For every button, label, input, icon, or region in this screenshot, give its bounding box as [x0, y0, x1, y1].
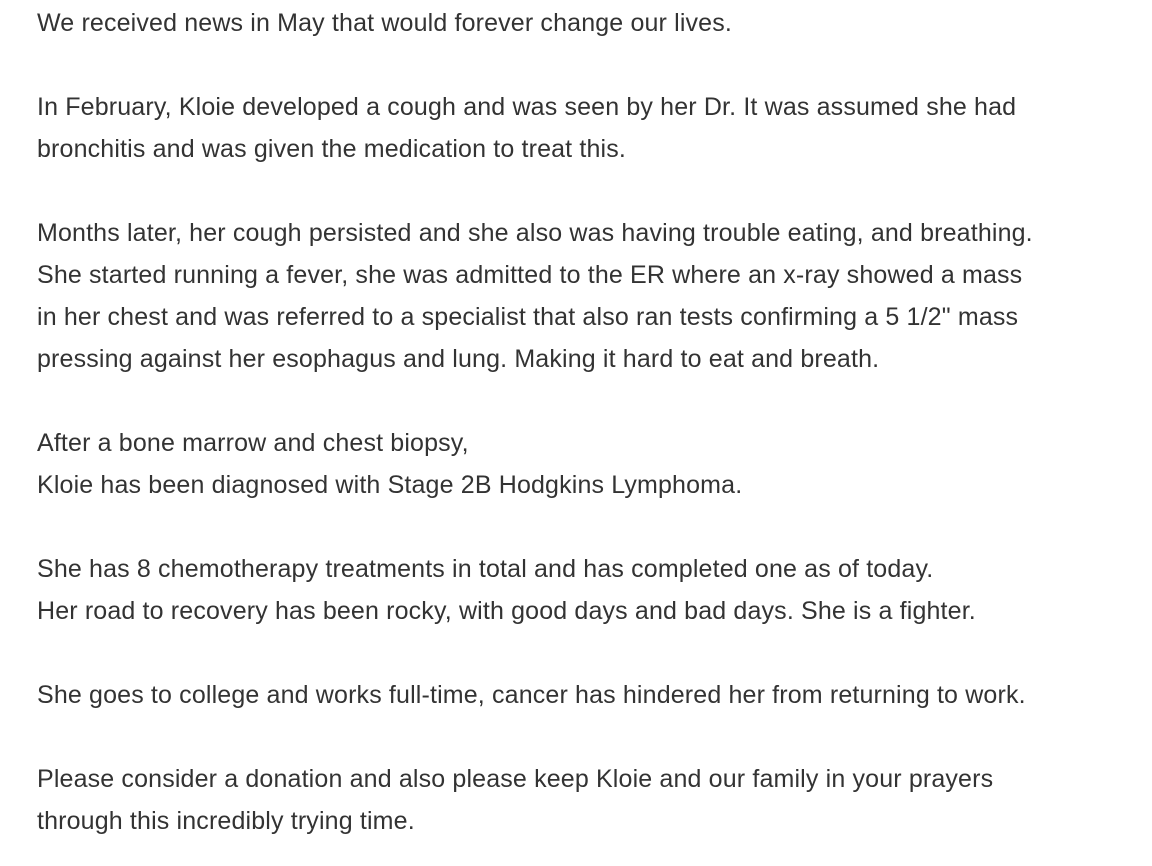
story-paragraph	[37, 2, 732, 44]
paragraph-line: pressing against her esophagus and lung. Making it hard to eat and breath.	[37, 345, 880, 373]
paragraph-line: in her chest and was referred to a specialist that also ran tests confirming a 5 1/2" mass	[37, 303, 1019, 331]
paragraph-line: Please consider a donation and also please keep Kloie and our family in your prayers	[37, 765, 994, 793]
paragraph-line: Kloie has been diagnosed with Stage 2B Hodgkins Lymphoma.	[37, 471, 743, 499]
paragraph-line: Months later, her cough persisted and she also was having trouble eating, and breathing.	[37, 219, 1033, 247]
paragraph-line: We received news in May that would forever change our lives.	[37, 9, 732, 37]
story-paragraph	[37, 548, 976, 632]
paragraph-line: In February, Kloie developed a cough and was seen by her Dr. It was assumed she had	[37, 93, 1017, 121]
paragraph-line: After a bone marrow and chest biopsy,	[37, 429, 469, 457]
story-paragraph	[37, 422, 742, 506]
story-paragraph	[37, 674, 1026, 716]
paragraph-line: She has 8 chemotherapy treatments in total and has completed one as of today.	[37, 555, 934, 583]
story-paragraph	[37, 86, 1016, 170]
story-paragraph	[37, 758, 993, 842]
paragraph-line: through this incredibly trying time.	[37, 807, 415, 835]
paragraph-line: She started running a fever, she was admitted to the ER where an x-ray showed a mass	[37, 261, 1023, 289]
paragraph-line: She goes to college and works full-time, cancer has hindered her from returning to work.	[37, 681, 1026, 709]
paragraph-line: Her road to recovery has been rocky, with good days and bad days. She is a fighter.	[37, 597, 976, 625]
paragraph-line: bronchitis and was given the medication to treat this.	[37, 135, 626, 163]
story-paragraph	[37, 212, 1033, 380]
